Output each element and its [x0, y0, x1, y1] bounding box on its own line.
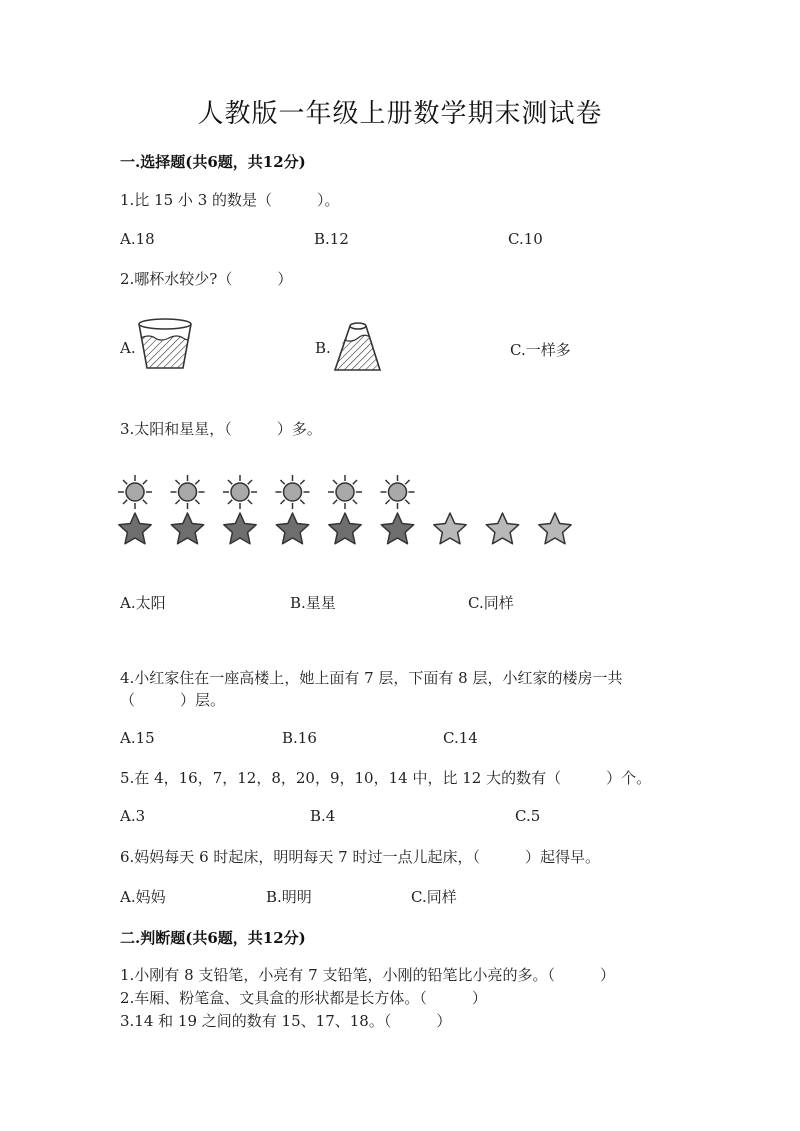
q6-option-c: C.同样 — [411, 888, 457, 906]
star-icon — [171, 513, 203, 544]
question-2: 2.哪杯水较少?（ ） — [120, 270, 293, 288]
star-icon — [381, 513, 413, 544]
judgement-item-2: 2.车厢、粉笔盒、文具盒的形状都是长方体。（ ） — [120, 989, 487, 1007]
q3-option-a: A.太阳 — [120, 594, 166, 612]
q2-option-c: C.一样多 — [510, 341, 571, 359]
question-6: 6.妈妈每天 6 时起床，明明每天 7 时过一点儿起床，（ ）起得早。 — [120, 848, 600, 866]
q1-option-c: C.10 — [508, 230, 543, 248]
sun-icon — [328, 475, 362, 509]
q6-option-b: B.明明 — [266, 888, 312, 906]
q3-option-b: B.星星 — [290, 594, 336, 612]
sun-icon — [118, 475, 152, 509]
star-icon — [224, 513, 256, 544]
q5-option-b: B.4 — [310, 807, 336, 825]
judgement-item-1: 1.小刚有 8 支铅笔，小亮有 7 支铅笔，小刚的铅笔比小亮的多。（ ） — [120, 966, 615, 984]
q5-option-c: C.5 — [515, 807, 541, 825]
sun-icon — [171, 475, 205, 509]
star-icon — [434, 513, 466, 544]
star-icon — [539, 513, 571, 544]
section-heading-judgement: 二.判断题(共6题，共12分) — [120, 929, 306, 947]
q4-option-c: C.14 — [443, 729, 478, 747]
star-icon — [119, 513, 151, 544]
q5-option-a: A.3 — [120, 807, 146, 825]
suns-and-stars-figure — [110, 470, 570, 565]
q2-option-b: B. — [315, 339, 331, 357]
star-icon — [276, 513, 308, 544]
q1-option-b: B.12 — [314, 230, 349, 248]
q1-option-a: A.18 — [120, 230, 155, 248]
question-4-line-2: （ ）层。 — [120, 691, 226, 709]
q2-option-a: A. — [120, 339, 136, 357]
cup-wide-image — [135, 318, 195, 374]
cup-narrow-image — [332, 318, 384, 374]
star-icon — [486, 513, 518, 544]
sun-icon — [223, 475, 257, 509]
sun-icon — [276, 475, 310, 509]
question-4-line-1: 4.小红家住在一座高楼上，她上面有 7 层，下面有 8 层，小红家的楼房一共 — [120, 669, 623, 687]
judgement-item-3: 3.14 和 19 之间的数有 15、17、18。（ ） — [120, 1012, 452, 1030]
q3-option-c: C.同样 — [468, 594, 514, 612]
q4-option-a: A.15 — [120, 729, 155, 747]
question-3: 3.太阳和星星，（ ）多。 — [120, 420, 322, 438]
section-heading-choice: 一.选择题(共6题，共12分) — [120, 153, 306, 171]
question-1: 1.比 15 小 3 的数是（ ）。 — [120, 191, 340, 209]
q4-option-b: B.16 — [282, 729, 317, 747]
sun-icon — [381, 475, 415, 509]
star-icon — [329, 513, 361, 544]
page-title: 人教版一年级上册数学期末测试卷 — [197, 99, 603, 129]
question-5: 5.在 4，16，7，12，8，20，9，10，14 中，比 12 大的数有（ ）个。 — [120, 769, 652, 787]
q6-option-a: A.妈妈 — [120, 888, 166, 906]
